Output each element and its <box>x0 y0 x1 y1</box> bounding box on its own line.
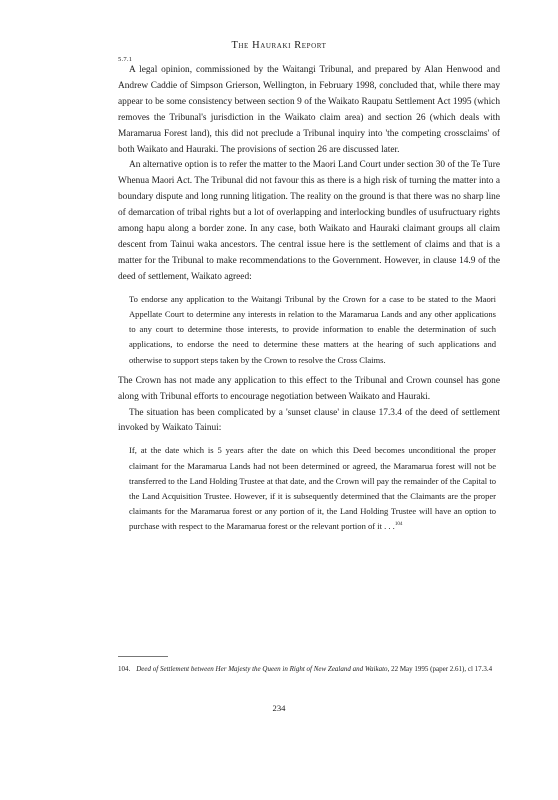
block-quote-1-text: To endorse any application to the Waitangi Tribunal by the Crown for a case to be stated to the Maori Appellate Court to determine any interests in relation to the Maramarua Lands and any other applications to any court to determine those interests, to provide information to enable the determination of such applications, to endorse the need to determine these matters at the hearing of such applications and otherwise to support steps taken by the Crown to resolve the Cross Claims. <box>129 293 496 365</box>
footnotes <box>118 664 500 676</box>
footnote-citation: , 22 May 1995 (paper 2.61), cl 17.3.4 <box>387 665 493 673</box>
block-quote-2-text: If, at the date which is 5 years after the date on which this Deed becomes unconditional the proper claimant for the Maramarua Lands had not been determined or agreed, the Maramarua forest will not be transferred to the Land Holding Trustee at that date, and the Crown will pay the remainder of the Capital to the Land Acquisition Trustee. However, if it is subsequently determined that the Claimants are the proper claimants for the Maramarua forest or any portion of it, the Land Holding Trustee will have an option to purchase with respect to the Maramarua forest or the relevant portion of it . . . <box>129 445 496 532</box>
block-quote-2 <box>129 443 496 534</box>
block-quote-1 <box>129 292 496 368</box>
footnote-marker-104[interactable]: 104 <box>394 522 403 528</box>
footnote-title: Deed of Settlement between Her Majesty the Queen in Right of New Zealand and Waikato <box>136 665 388 673</box>
footnote-rule <box>118 656 168 657</box>
paragraph-1: A legal opinion, commissioned by the Waitangi Tribunal, and prepared by Alan Henwood and Andrew Caddie of Simpson Grierson, Wellington, in February 1998, concluded that, while there may appear to be some consistency between section 9 of the Waikato Raupatu Settlement Act 1995 (which removes the Tribunal's jurisdiction in the Waikato claim area) and section 26 (which deals with Maramarua Forest land), this did not preclude a Tribunal inquiry into 'the competing crossclaims' of both Waikato and Hauraki. The provisions of section 26 are discussed later. <box>118 65 500 155</box>
paragraph-4: The situation has been complicated by a 'sunset clause' in clause 17.3.4 of the deed of settlement invoked by Waikato Tainui: <box>118 407 500 434</box>
page-number: 234 <box>272 703 286 713</box>
body-text <box>118 63 500 541</box>
block-quote-2-paragraph <box>129 443 496 534</box>
section-number: 5.7.1 <box>118 56 133 63</box>
paragraph-3: The Crown has not made any application to this effect to the Tribunal and Crown counsel has gone along with Tribunal efforts to encourage negotiation between Waikato and Hauraki. <box>118 375 500 402</box>
footnote-number: 104. <box>118 665 131 673</box>
running-head: The Hauraki Report <box>231 40 327 51</box>
paragraph-2: An alternative option is to refer the matter to the Maori Land Court under section 30 of the Te Ture Whenua Maori Act. The Tribunal did not favour this as there is a high risk of turning the matter into a boundary dispute and long running litigation. The reality on the ground is that there was no sharp line of demarcation of tribal rights but a lot of overlapping and interlocking bundles of usufructuary rights among hapu along a border zone. In any case, both Waikato and Hauraki claimant groups all claim descent from Tainui waka ancestors. The central issue here is the settlement of claims and that is a matter for the Tribunal to make recommendations to the Government. However, in clause 14.9 of the deed of settlement, Waikato agreed: <box>118 160 500 282</box>
